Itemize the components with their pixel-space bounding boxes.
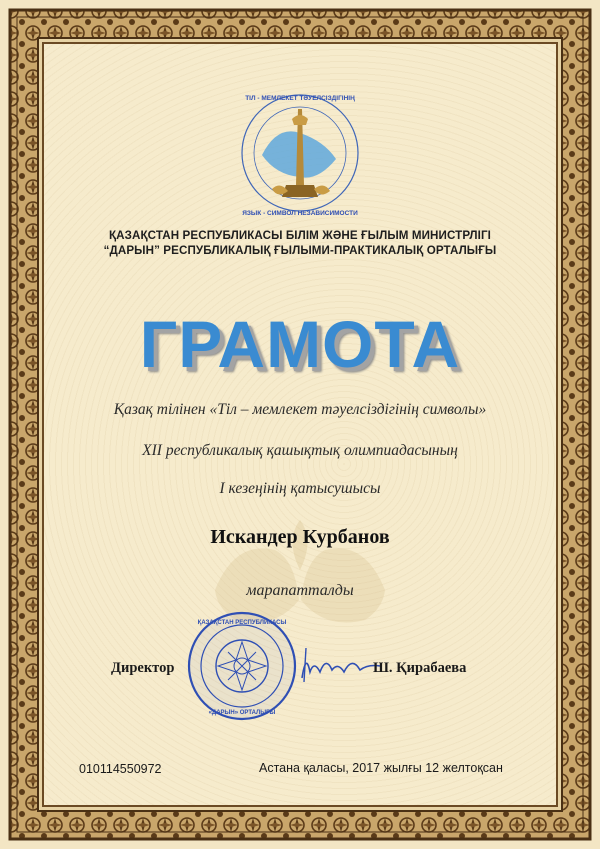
body-line-1: Қазақ тілінен «Тіл – мемлекет тәуелсіздігінің символы» bbox=[113, 401, 487, 418]
svg-text:ҚАЗАҚСТАН РЕСПУБЛИКАСЫ: ҚАЗАҚСТАН РЕСПУБЛИКАСЫ bbox=[197, 620, 287, 626]
monument-emblem-icon bbox=[232, 85, 368, 221]
svg-text:ТІЛ - МЕМЛЕКЕТ ТӘУЕЛСІЗДІГІНІҢ: ТІЛ - МЕМЛЕКЕТ ТӘУЕЛСІЗДІГІНІҢ bbox=[245, 95, 355, 102]
ministry-line-2: “ДАРЫН” РЕСПУБЛИКАЛЫҚ ҒЫЛЫМИ-ПРАКТИКАЛЫҚ ОРТАЛЫҒЫ bbox=[103, 244, 497, 257]
svg-text:«ДАРЫН» ОРТАЛЫҒЫ: «ДАРЫН» ОРТАЛЫҒЫ bbox=[208, 710, 276, 716]
certificate-title: ГРАМОТА bbox=[139, 307, 461, 381]
body-line-2: XII республикалық қашықтық олимпиадасының bbox=[142, 442, 458, 459]
awarded-text: марапатталды bbox=[246, 582, 354, 599]
svg-text:ЯЗЫК - СИМВОЛ НЕЗАВИСИМОСТИ: ЯЗЫК - СИМВОЛ НЕЗАВИСИМОСТИ bbox=[242, 210, 358, 217]
certificate-number: 010114550972 bbox=[79, 762, 162, 776]
official-seal-icon bbox=[186, 610, 298, 722]
recipient-name: Искандер Курбанов bbox=[210, 526, 390, 548]
director-name: Ш. Қирабаева bbox=[373, 660, 467, 676]
body-line-3: І кезеңінің қатысушысы bbox=[219, 480, 381, 497]
ministry-line-1: ҚАЗАҚСТАН РЕСПУБЛИКАСЫ БІЛІМ ЖӘНЕ ҒЫЛЫМ МИНИСТРЛІГІ bbox=[109, 229, 491, 242]
place-and-date: Астана қаласы, 2017 жылғы 12 желтоқсан bbox=[259, 761, 503, 775]
director-label: Директор bbox=[111, 660, 175, 676]
